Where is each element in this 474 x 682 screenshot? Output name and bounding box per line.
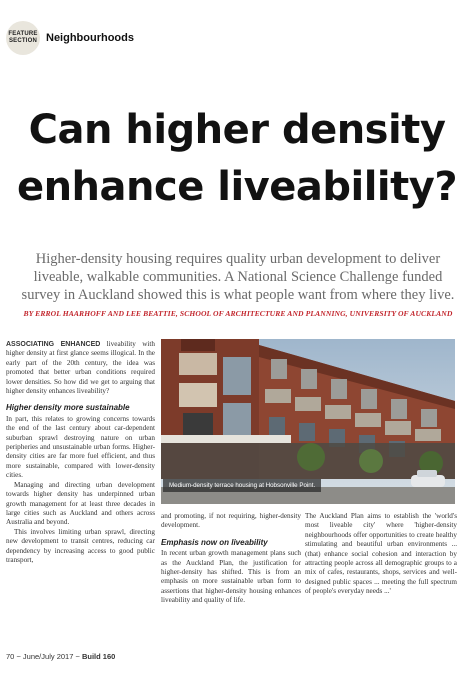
lead-in: ASSOCIATING ENHANCED bbox=[6, 341, 101, 348]
paragraph-4: This involves limiting urban sprawl, directing new development to transit centres, reducing car dependency by increasing access to good public transport, bbox=[6, 527, 155, 564]
paragraph-7: The Auckland Plan aims to establish the 'world's most liveable city' where 'higher-density neighbourhoods offer opportunities to create healthy stimulating and beautiful urban environments ... (that) enhance social cohesion and interaction by attracting people across all demographic groups to a mix of cafes, restaurants, shops, services and well-designed public spaces ... meeting the full spectrum of people's everyday needs ...' bbox=[305, 512, 457, 596]
page-number: 70 bbox=[6, 652, 15, 661]
issue-date: June/July 2017 bbox=[22, 652, 74, 661]
paragraph-3: Managing and directing urban development towards higher density has underpinned urban growth management for at least three decades in large cities such as Auckland and others across Australia and beyond. bbox=[6, 480, 155, 527]
paragraph-2: In part, this relates to growing concerns towards the end of the last century about car-dependent suburban sprawl destroying nature on urban peripheries and unsustainable urban forms. Higher-density cities are far more fuel efficient, and thus more sustainable, compared with lower-density cities. bbox=[6, 414, 155, 480]
headline-line-1: Can higher density bbox=[28, 107, 446, 153]
magazine-name: Build 160 bbox=[81, 652, 116, 661]
page-footer bbox=[6, 652, 115, 661]
standfirst: Higher-density housing requires quality urban development to deliver liveable, walkable communities. A National Science Challenge funded survey in Auckland showed this is what people want from where they live. bbox=[21, 251, 455, 303]
paragraph-1 bbox=[6, 340, 155, 396]
paragraph-6: In recent urban growth management plans such as the Auckland Plan, the justification for higher-density has shifted. This is from an emphasis on more sustainable urban form to assertions that higher-density housing enhances liveability and quality of life. bbox=[161, 549, 301, 605]
paragraph-5: and promoting, if not requiring, higher-density development. bbox=[161, 512, 301, 530]
feature-section-badge bbox=[6, 21, 40, 55]
badge-line-1: FEATURE bbox=[8, 31, 38, 37]
body-column-1 bbox=[6, 340, 155, 565]
footer-separator-1: ~ bbox=[16, 652, 21, 661]
photo-caption: Medium-density terrace housing at Hobsonville Point. bbox=[163, 479, 321, 492]
headline-line-2: enhance liveability? bbox=[16, 164, 458, 210]
subhead-liveability: Emphasis now on liveability bbox=[161, 537, 268, 547]
section-header bbox=[6, 20, 134, 56]
footer-separator-2: ~ bbox=[75, 652, 80, 661]
badge-line-2: SECTION bbox=[8, 38, 38, 44]
paragraph-1-text: liveability with higher density at first glance seems illogical. In the early part of the 20th century, the idea was promoted that better urban conditions required lower densities. So how did we get to arguing that higher density enhances liveability? bbox=[6, 340, 155, 396]
body-column-2 bbox=[161, 512, 301, 606]
subhead-sustainable: Higher density more sustainable bbox=[6, 403, 130, 413]
body-column-3 bbox=[305, 512, 457, 597]
byline: BY ERROL HAARHOFF AND LEE BEATTIE, SCHOOL OF ARCHITECTURE AND PLANNING, UNIVERSITY OF AUCKLAND bbox=[23, 309, 453, 318]
section-name: Neighbourhoods bbox=[46, 32, 134, 44]
